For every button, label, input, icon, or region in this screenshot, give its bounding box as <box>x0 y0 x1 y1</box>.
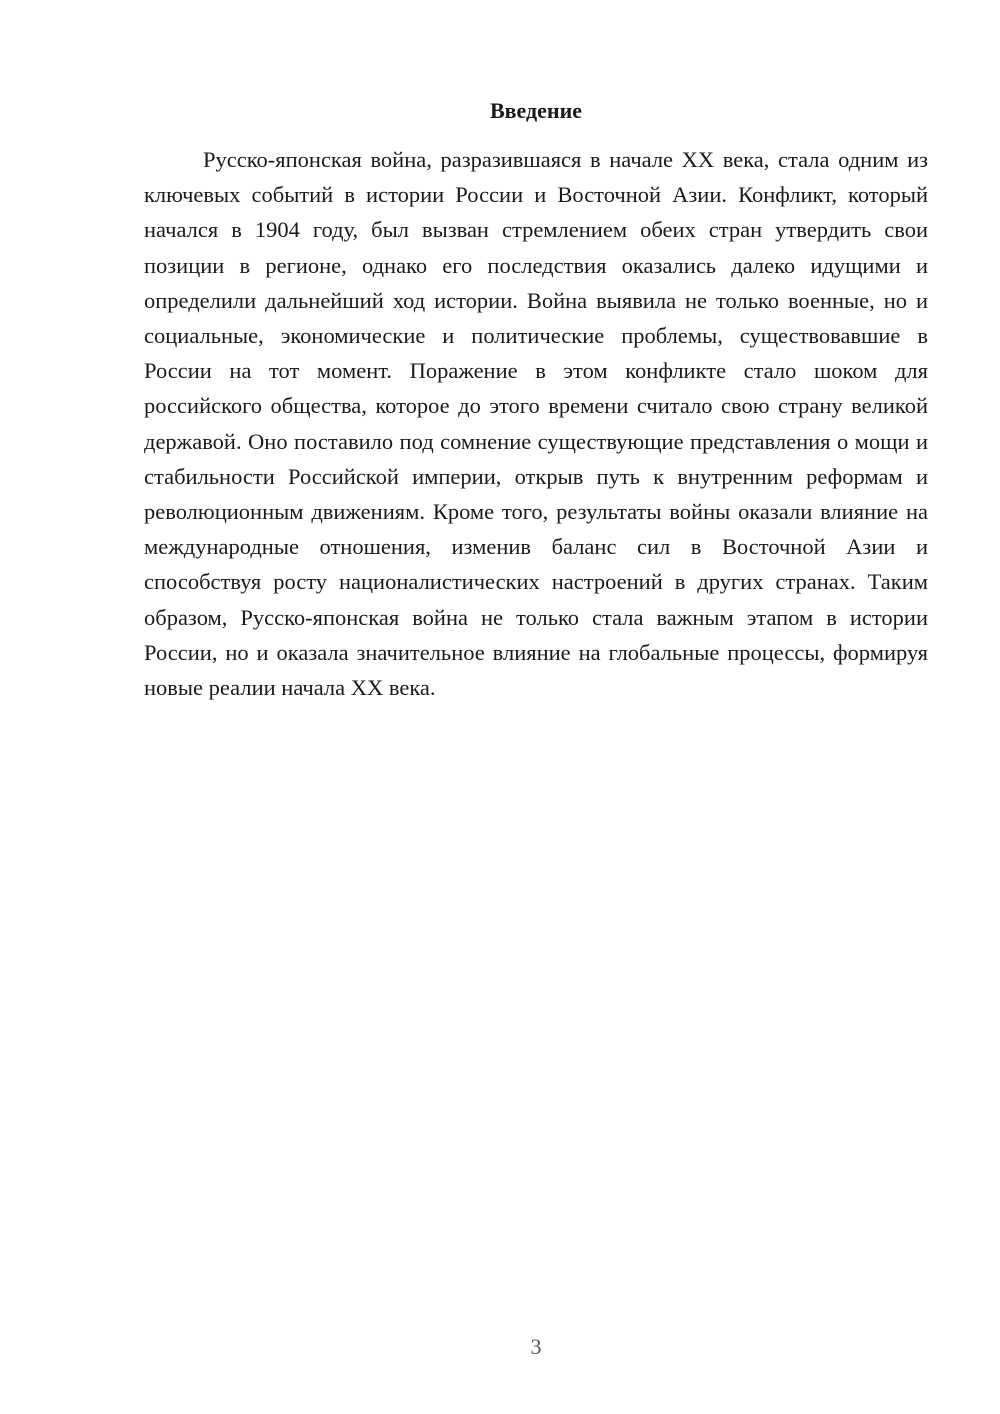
section-heading: Введение <box>489 98 583 123</box>
body-paragraph: Русско-японская война, разразившаяся в начале XX века, стала одним из ключевых событий в истории России и Восточной Азии. Конфликт, который начался в 1904 году, был вызван стремлением обеих стран утвердить свои позиции в регионе, однако его последствия оказались далеко идущими и определили дальнейший ход истории. Война выявила не только военные, но и социальные, экономические и политические проблемы, существовавшие в России на тот момент. Поражение в этом конфликте стало шоком для российского общества, которое до этого времени считало свою страну великой державой. Оно поставило под сомнение существующие представления о мощи и стабильности Российской империи, открыв путь к внутренним реформам и революционным движениям. Кроме того, результаты войны оказали влияние на международные отношения, изменив баланс сил в Восточной Азии и способствуя росту националистических настроений в других странах. Таким образом, Русско-японская война не только стала важным этапом в истории России, но и оказала значительное влияние на глобальные процессы, формируя новые реалии начала XX века. <box>144 147 928 701</box>
page-number: 3 <box>530 1334 542 1359</box>
